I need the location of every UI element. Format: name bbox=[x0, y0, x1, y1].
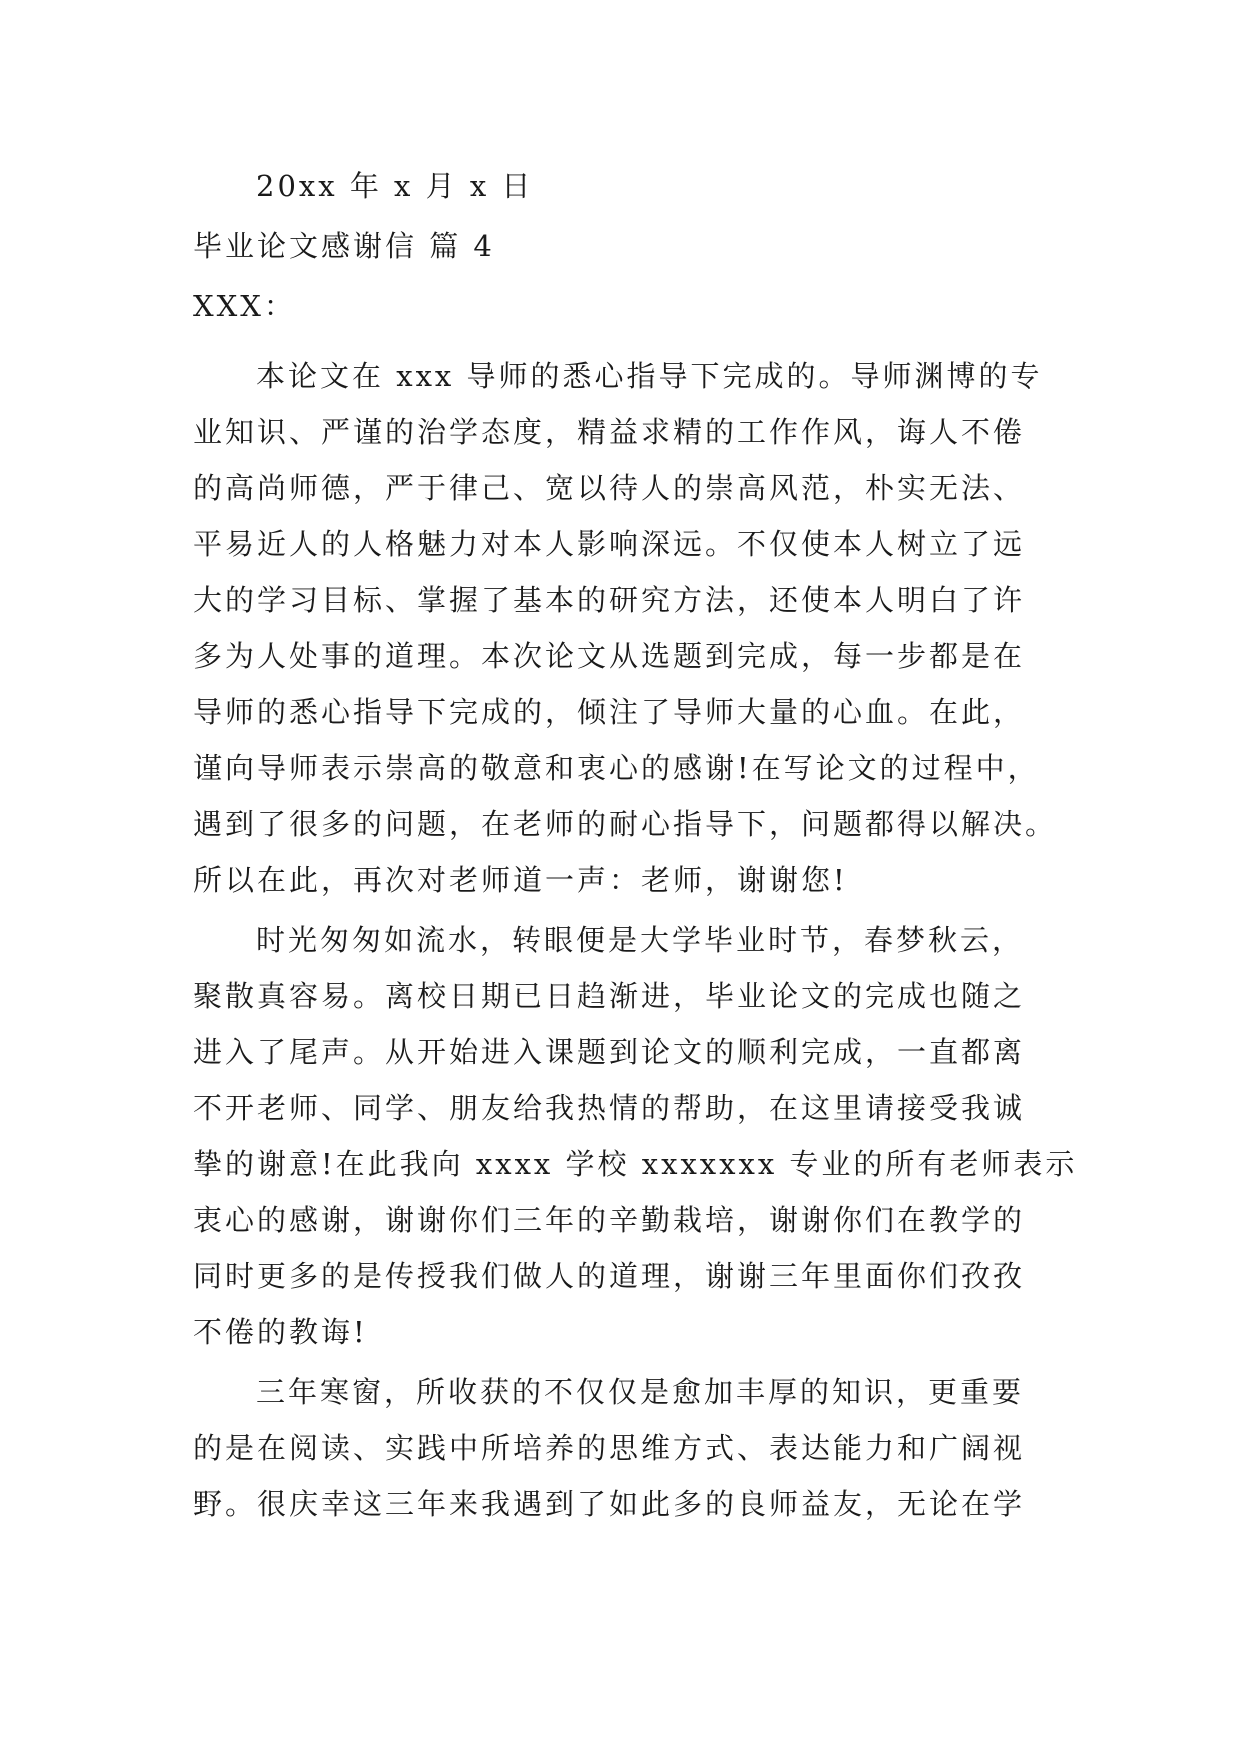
salutation: XXX： bbox=[193, 289, 296, 323]
paragraph-2-line-6: 衷心的感谢，谢谢你们三年的辛勤栽培，谢谢你们在教学的 bbox=[193, 1203, 1026, 1237]
paragraph-1-line-4: 平易近人的人格魅力对本人影响深远。不仅使本人树立了远 bbox=[193, 527, 1026, 561]
paragraph-1-line-2: 业知识、严谨的治学态度，精益求精的工作作风，诲人不倦 bbox=[193, 415, 1026, 449]
paragraph-2-line-5: 挚的谢意!在此我向 xxxx 学校 xxxxxxx 专业的所有老师表示 bbox=[193, 1147, 1078, 1181]
paragraph-2-line-8: 不倦的教诲! bbox=[193, 1315, 368, 1349]
paragraph-1-line-8: 谨向导师表示崇高的敬意和衷心的感谢!在写论文的过程中， bbox=[193, 751, 1040, 785]
section-title: 毕业论文感谢信 篇 4 bbox=[193, 229, 495, 263]
paragraph-2-line-7: 同时更多的是传授我们做人的道理，谢谢三年里面你们孜孜 bbox=[193, 1259, 1026, 1293]
date-line: 20xx 年 x 月 x 日 bbox=[256, 169, 534, 203]
paragraph-1-line-5: 大的学习目标、掌握了基本的研究方法，还使本人明白了许 bbox=[193, 583, 1026, 617]
paragraph-1-line-3: 的高尚师德，严于律己、宽以待人的崇高风范，朴实无法、 bbox=[193, 471, 1026, 505]
paragraph-1-line-6: 多为人处事的道理。本次论文从选题到完成，每一步都是在 bbox=[193, 639, 1026, 673]
paragraph-3-line-1: 三年寒窗，所收获的不仅仅是愈加丰厚的知识，更重要 bbox=[256, 1375, 1025, 1409]
paragraph-2-line-1: 时光匆匆如流水，转眼便是大学毕业时节，春梦秋云， bbox=[256, 923, 1025, 957]
paragraph-3-line-2: 的是在阅读、实践中所培养的思维方式、表达能力和广阔视 bbox=[193, 1431, 1026, 1465]
paragraph-1-line-10: 所以在此，再次对老师道一声：老师，谢谢您! bbox=[193, 863, 848, 897]
paragraph-1-line-7: 导师的悉心指导下完成的，倾注了导师大量的心血。在此， bbox=[193, 695, 1026, 729]
paragraph-2-line-3: 进入了尾声。从开始进入课题到论文的顺利完成，一直都离 bbox=[193, 1035, 1026, 1069]
paragraph-2-line-2: 聚散真容易。离校日期已日趋渐进，毕业论文的完成也随之 bbox=[193, 979, 1026, 1013]
paragraph-3-line-3: 野。很庆幸这三年来我遇到了如此多的良师益友，无论在学 bbox=[193, 1487, 1026, 1521]
paragraph-2-line-4: 不开老师、同学、朋友给我热情的帮助，在这里请接受我诚 bbox=[193, 1091, 1026, 1125]
paragraph-1-line-9: 遇到了很多的问题，在老师的耐心指导下，问题都得以解决。 bbox=[193, 807, 1058, 841]
paragraph-1-line-1: 本论文在 xxx 导师的悉心指导下完成的。导师渊博的专 bbox=[256, 359, 1043, 393]
